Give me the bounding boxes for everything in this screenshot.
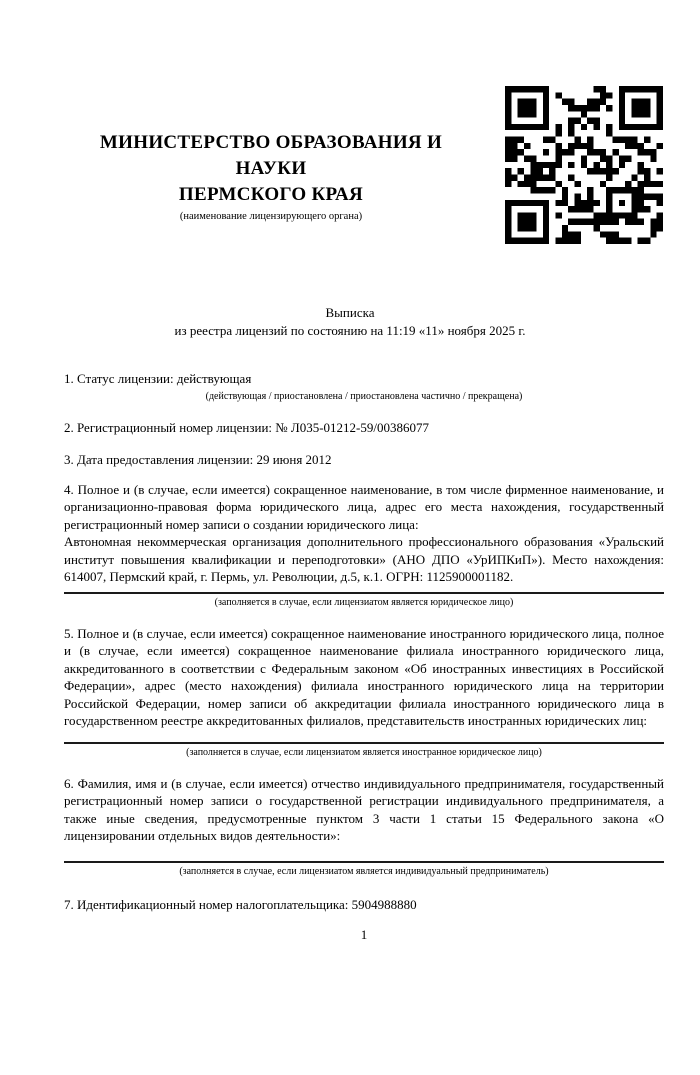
item-4-caption: (заполняется в случае, если лицензиатом является юридическое лицо) (214, 596, 514, 608)
license-item-4 (64, 481, 664, 609)
item-1-text: 1. Статус лицензии: действующая (64, 371, 252, 386)
license-item-3 (64, 451, 664, 469)
license-item-6 (64, 775, 664, 878)
license-item-7 (64, 896, 664, 914)
fill-line (64, 861, 664, 863)
item-2-text: 2. Регистрационный номер лицензии: № Л035-01212-59/00386077 (64, 419, 430, 435)
document-title-line2: из реестра лицензий по состоянию на 11:19 «11» ноября 2025 г. (174, 323, 526, 338)
item-3-text: 3. Дата предоставления лицензии: 29 июня 2012 (64, 452, 332, 467)
item-4-answer: Автономная некоммерческая организация дополнительного профессионального образования «Уральский институт повышения квалификации и переподготовки» (АНО ДПО «УрИПКиП»). Место нахождения: 614007, Пермский край, г. Пермь, ул. Революции, д.5, к.1. ОГРН: 1125900001182. (64, 534, 664, 584)
ministry-caption: (наименование лицензирующего органа) (179, 211, 363, 222)
item-4-question: 4. Полное и (в случае, если имеется) сокращенное наименование, в том числе фирменное наименование, и организационно-правовая форма юридического лица, адрес его места нахождения, государственный регистрационный номер записи о создании юридического лица: (64, 481, 664, 532)
document-title (0, 304, 700, 340)
license-item-2 (64, 419, 664, 437)
qr-code-icon (505, 86, 663, 244)
item-7-text: 7. Идентификационный номер налогоплательщика: 5904988880 (64, 896, 417, 912)
ministry-name-line2: ПЕРМСКОГО КРАЯ (178, 184, 364, 205)
fill-line (64, 742, 664, 744)
document-title-line1: Выписка (325, 305, 375, 320)
page-number: 1 (360, 927, 368, 942)
ministry-name-line1: МИНИСТЕРСТВО ОБРАЗОВАНИЯ И НАУКИ (99, 132, 443, 179)
item-1-caption: (действующая / приостановлена / приостановлена частично / прекращена) (205, 390, 523, 402)
item-5-question: 5. Полное и (в случае, если имеется) сокращенное наименование иностранного юридического лица, полное и (в случае, если имеется) сокращенное наименование филиала иностранного юридического лица, аккредитованного в соответствии с Федеральным законом «Об иностранных инвестициях в Российской Федерации», адрес (место нахождения) филиала иностранного юридического лица на территории Российской Федерации, номер записи об аккредитации филиала иностранного юридического лица в государственном реестре аккредитованных филиалов, представительств иностранных юридических лиц: (64, 625, 664, 728)
licensing-authority (64, 130, 478, 222)
item-6-question: 6. Фамилия, имя и (в случае, если имеется) отчество индивидуального предпринимателя, государственный регистрационный номер записи о государственной регистрации индивидуального предпринимателя, а также иные сведения, предусмотренные пунктом 3 части 1 статьи 15 Федерального закона «О лицензировании отдельных видов деятельности»: (64, 775, 664, 843)
license-extract-document (0, 86, 700, 1075)
item-5-caption: (заполняется в случае, если лицензиатом является иностранное юридическое лицо) (186, 746, 542, 758)
license-item-5 (64, 625, 664, 759)
fill-line (64, 592, 664, 594)
document-body (64, 370, 664, 943)
item-6-caption: (заполняется в случае, если лицензиатом является индивидуальный предприниматель) (179, 865, 549, 877)
document-header (0, 86, 700, 244)
license-item-1 (64, 370, 664, 403)
